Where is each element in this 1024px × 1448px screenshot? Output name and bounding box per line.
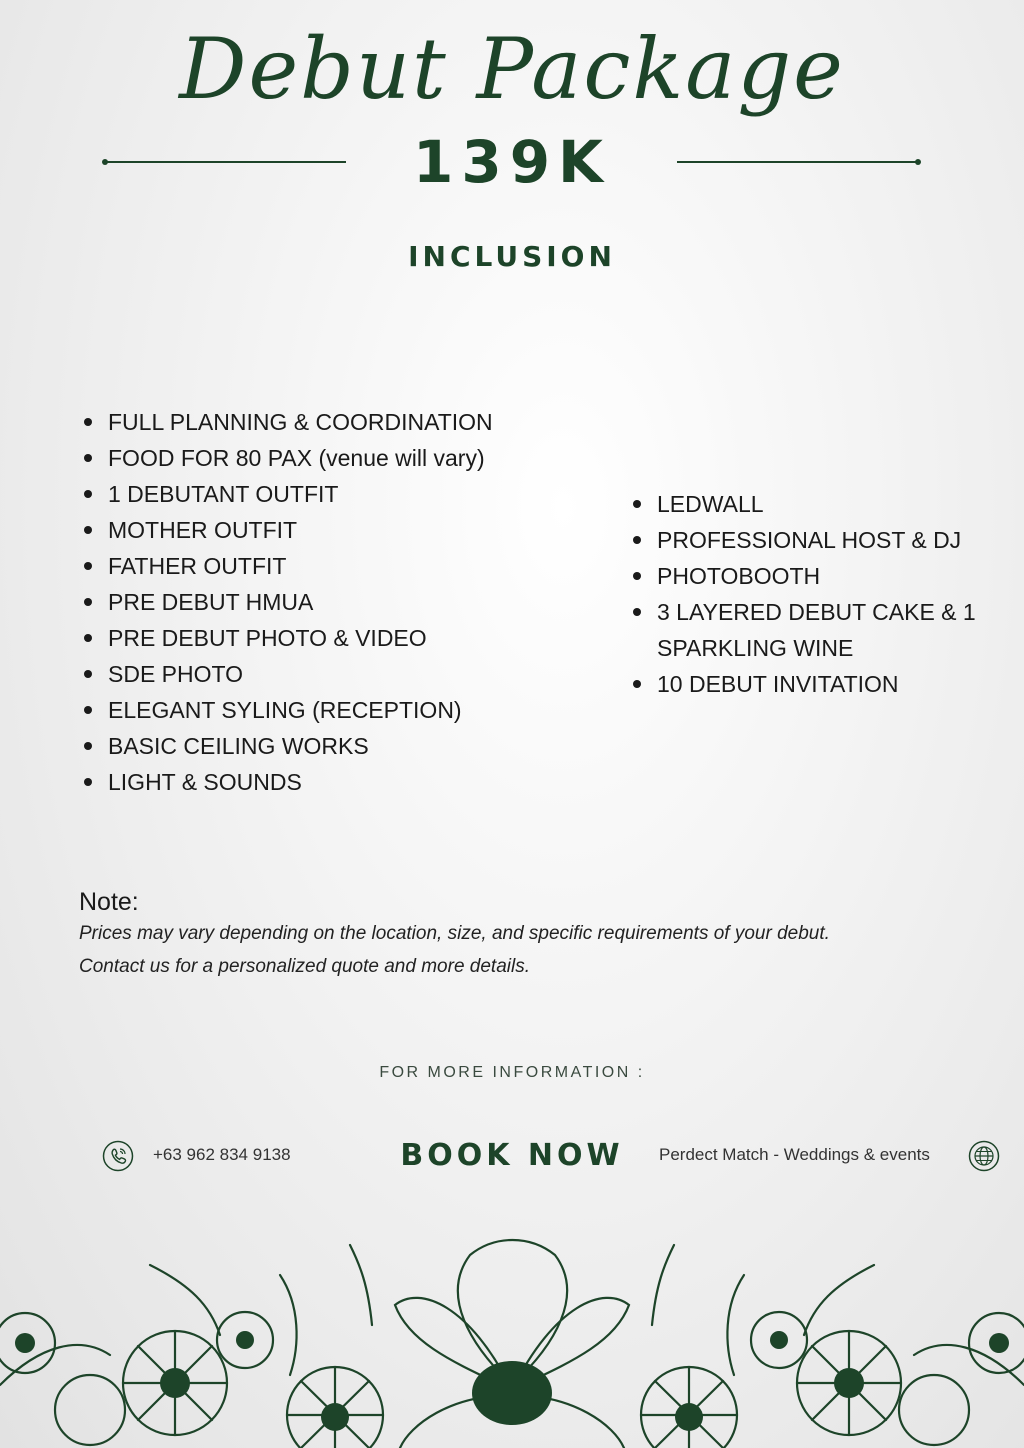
list-item: ELEGANT SYLING (RECEPTION) bbox=[80, 692, 550, 728]
list-item: MOTHER OUTFIT bbox=[80, 512, 550, 548]
list-item: FATHER OUTFIT bbox=[80, 548, 550, 584]
contact-row bbox=[0, 1138, 1024, 1178]
note-label: Note: bbox=[79, 888, 139, 916]
package-price: 139K bbox=[412, 128, 611, 196]
inclusion-list-right bbox=[629, 486, 989, 702]
inclusion-list-left bbox=[80, 404, 550, 800]
list-item: FOOD FOR 80 PAX (venue will vary) bbox=[80, 440, 550, 476]
note-line-2: Contact us for a personalized quote and more details. bbox=[79, 956, 530, 977]
page-title: Debut Package bbox=[179, 20, 845, 118]
list-item: FULL PLANNING & COORDINATION bbox=[80, 404, 550, 440]
globe-icon bbox=[968, 1140, 1000, 1172]
website-name[interactable]: Perdect Match - Weddings & events bbox=[659, 1145, 930, 1164]
book-now-button[interactable]: BOOK NOW bbox=[400, 1138, 624, 1173]
list-item: PHOTOBOOTH bbox=[629, 558, 989, 594]
phone-number[interactable]: +63 962 834 9138 bbox=[153, 1145, 291, 1164]
list-item: 3 LAYERED DEBUT CAKE & 1 SPARKLING WINE bbox=[629, 594, 989, 666]
divider-right bbox=[677, 161, 919, 163]
price-row bbox=[0, 128, 1024, 198]
note-text bbox=[79, 917, 959, 983]
list-item: 1 DEBUTANT OUTFIT bbox=[80, 476, 550, 512]
floral-border-decoration bbox=[0, 1225, 1024, 1448]
list-item: 10 DEBUT INVITATION bbox=[629, 666, 989, 702]
list-item: PROFESSIONAL HOST & DJ bbox=[629, 522, 989, 558]
section-title: INCLUSION bbox=[408, 240, 616, 273]
list-item: PRE DEBUT PHOTO & VIDEO bbox=[80, 620, 550, 656]
list-item: LIGHT & SOUNDS bbox=[80, 764, 550, 800]
more-info-heading: FOR MORE INFORMATION : bbox=[379, 1064, 645, 1081]
list-item: PRE DEBUT HMUA bbox=[80, 584, 550, 620]
list-item: BASIC CEILING WORKS bbox=[80, 728, 550, 764]
list-item: LEDWALL bbox=[629, 486, 989, 522]
list-item: SDE PHOTO bbox=[80, 656, 550, 692]
note-line-1: Prices may vary depending on the location, size, and specific requirements of your debut. bbox=[79, 923, 830, 944]
